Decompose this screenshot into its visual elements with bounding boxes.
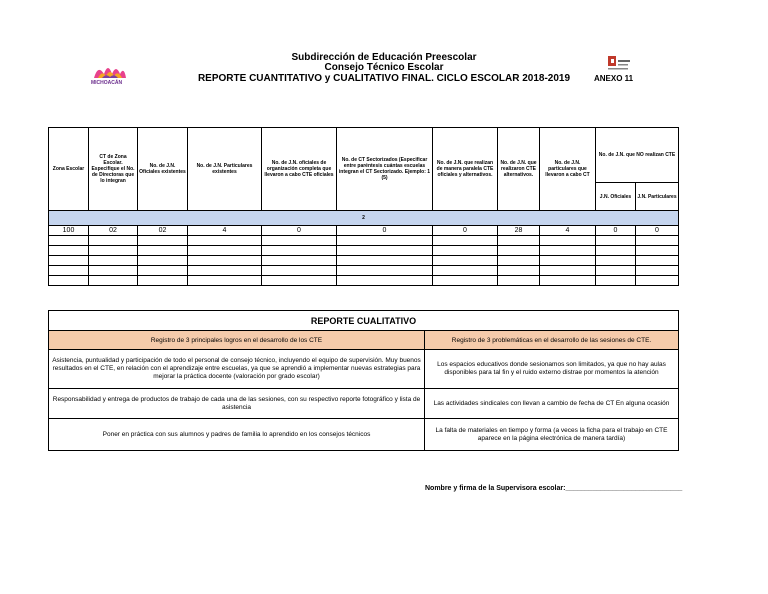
header-particulares-cte: No. de J.N. particulares que llevaron a cabo CT [540,128,596,211]
reporte-cualitativo-title: REPORTE CUALITATIVO [49,311,679,331]
cell-alternativos: 28 [498,226,540,236]
problematica-cell: La falta de materiales en tiempo y forma (a veces la ficha para el trabajo en CTE aparece en la página electrónica de manera tardía) [425,419,679,451]
table-row [49,389,679,419]
header-paralela: No. de J.N. que realizan de manera paralela CTE oficiales y alternativos. [433,128,498,211]
government-seal-icon [604,54,632,76]
cell-zona: 100 [49,226,89,236]
logro-cell: Responsabilidad y entrega de productos de trabajo de cada una de las sesiones, con su respectivo reporte fotográfico y lista de asistencia [49,389,425,419]
cell-sectorizados: 0 [337,226,433,236]
cell-particulares-cte: 4 [540,226,596,236]
empty-row [49,276,679,286]
problematicas-header: Registro de 3 problemáticas en el desarrollo de las sesiones de CTE. [425,331,679,350]
quantitative-table [48,127,679,286]
header-no-realizan: No. de J.N. que NO realizan CTE [596,128,679,183]
header-subdireccion: Subdirección de Educación Preescolar [291,52,477,63]
michoacan-logo [88,60,132,94]
signature-line: Nombre y firma de la Supervisora escolar:______________________________ [425,485,683,492]
table-row [49,226,679,236]
empty-row [49,256,679,266]
header-zona-escolar: Zona Escolar [49,128,89,211]
logo-text: MICHOACÁN [91,80,123,86]
subheader-particulares: J.N. Particulares [636,183,679,211]
header-ct-zona: CT de Zona Escolar. Especifique el No. de Directoras que lo integran [89,128,138,211]
logros-header: Registro de 3 principales logros en el desarrollo de los CTE [49,331,425,350]
cell-no-particulares: 0 [636,226,679,236]
header-jn-particulares: No. de J.N. Particulares existentes [188,128,262,211]
empty-row [49,236,679,246]
empty-row [49,246,679,256]
cell-organizacion: 0 [262,226,337,236]
cell-oficiales: 02 [138,226,188,236]
header-organizacion-completa: No. de J.N. oficiales de organización completa que llevaron a cabo CTE oficiales [262,128,337,211]
header-alternativos: No. de J.N. que realizaron CTE alternativos. [498,128,540,211]
header-ct-sectorizados: No. de CT Sectorizados (Especificar entre paréntesis cuántas escuelas integran el CT Sectorizado. Ejemplo: 1 (5) [337,128,433,211]
cell-ct-zona: 02 [89,226,138,236]
qualitative-table [48,310,679,451]
header-jn-oficiales: No. de J.N. Oficiales existentes [138,128,188,211]
table-row [49,419,679,451]
problematica-cell: Los espacios educativos donde sesionamos son limitados, ya que no hay aulas disponibles para tal fin y el ruido externo distrae por momentos la atención [425,350,679,389]
header-consejo: Consejo Técnico Escolar [324,62,444,73]
cell-particulares: 4 [188,226,262,236]
logro-cell: Asistencia, puntualidad y participación de todo el personal de consejo técnico, incluyendo el equipo de supervisión. Muy buenos resultados en el CTE, en relación con el aprendizaje entre escuelas, ya que se aprendió a implementar nuevas estrategias para mejorar la práctica docente (valoración por grado escolar) [49,350,425,389]
anexo-label: ANEXO 11 [594,74,634,83]
empty-row [49,266,679,276]
band-row: 2 [49,211,679,226]
header-reporte-title: REPORTE CUANTITATIVO y CUALITATIVO FINAL. CICLO ESCOLAR 2018-2019 [197,73,571,84]
cell-no-oficiales: 0 [596,226,636,236]
problematica-cell: Las actividades sindicales con llevan a cambio de fecha de CT En alguna ocasión [425,389,679,419]
cell-paralela: 0 [433,226,498,236]
logro-cell: Poner en práctica con sus alumnos y padres de familia lo aprendido en los consejos técnicos [49,419,425,451]
subheader-oficiales: J.N. Oficiales [596,183,636,211]
table-row [49,350,679,389]
